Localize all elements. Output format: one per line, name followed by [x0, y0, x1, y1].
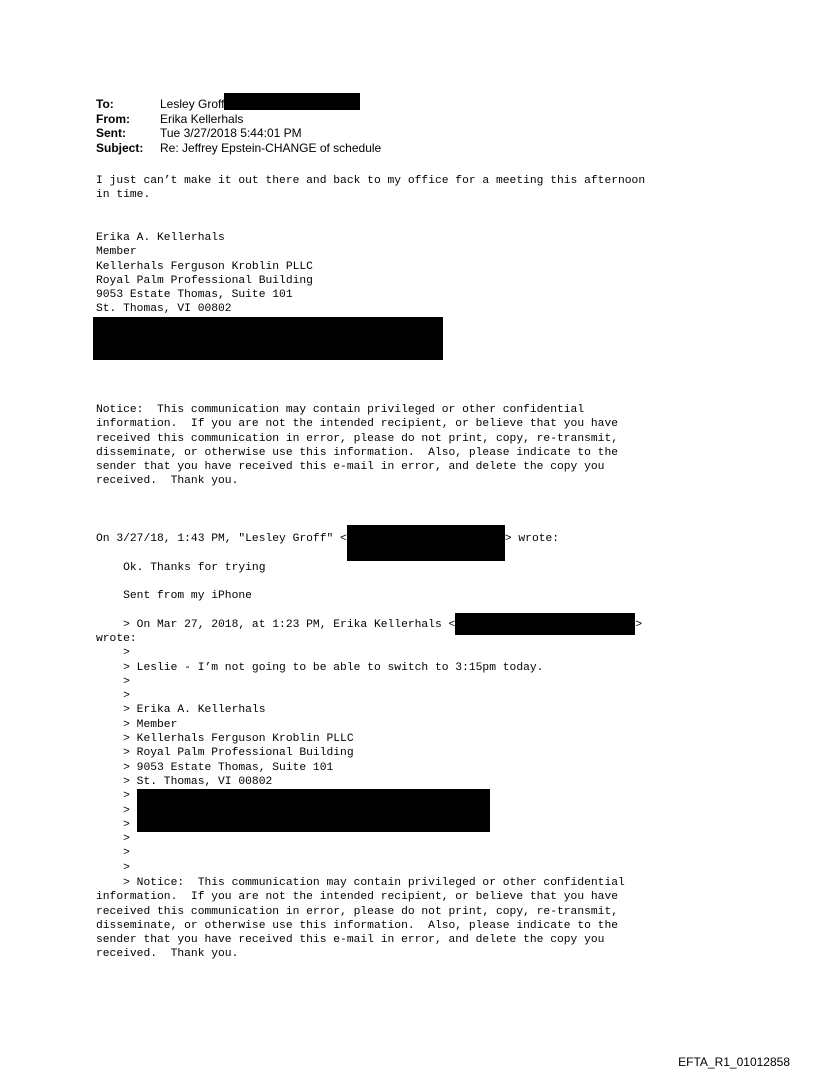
quoted-attribution-prefix: On 3/27/18, 1:43 PM, "Lesley Groff" <	[96, 533, 347, 545]
subject-value: Re: Jeffrey Epstein-CHANGE of schedule	[160, 140, 382, 155]
sent-row	[96, 126, 381, 141]
sent-label: Sent:	[96, 126, 126, 140]
to-value: Lesley Groff	[160, 97, 225, 111]
quoted-attribution-line	[96, 532, 559, 561]
signature-block: Erika A. Kellerhals Member Kellerhals Ferguson Kroblin PLLC Royal Palm Professional Building 9053 Estate Thomas, Suite 101 St. Thomas, VI 00802	[96, 232, 313, 316]
message-body: I just can’t make it out there and back to my office for a meeting this afternoon in time.	[96, 175, 646, 202]
redaction-to-email	[224, 93, 360, 110]
to-row	[96, 97, 381, 112]
from-row	[96, 112, 381, 127]
to-label: To:	[96, 97, 114, 111]
redaction-contact-info	[93, 317, 443, 360]
reply-text-1: Ok. Thanks for trying	[96, 562, 266, 574]
sent-value: Tue 3/27/2018 5:44:01 PM	[160, 126, 302, 140]
quoted-attribution-suffix: > wrote:	[504, 533, 560, 545]
inner-attribution-prefix: > On Mar 27, 2018, at 1:23 PM, Erika Kellerhals <	[96, 619, 456, 631]
subject-label: Subject:	[96, 140, 144, 155]
inner-attribution-suffix: >	[635, 619, 643, 631]
quoted-confidentiality-notice: > Notice: This communication may contain privileged or other confidential information. If you are not the intended recipient, or believe that you have received this communication in error, please do not print, copy, re-transmit, disseminate, or otherwise use this information. Also, please indicate to the sender that you have received this e-mail in error, and delete the copy you received. Thank you.	[96, 877, 625, 961]
document-id: EFTA_R1_01012858	[678, 1055, 790, 1069]
from-value: Erika Kellerhals	[160, 111, 244, 126]
email-header	[96, 97, 381, 155]
redaction-sender-email	[347, 525, 505, 561]
reply-text-2: Sent from my iPhone	[96, 590, 252, 602]
confidentiality-notice: Notice: This communication may contain privileged or other confidential information. If you are not the intended recipient, or believe that you have received this communication in error, please do not print, copy, re-transmit, disseminate, or otherwise use this information. Also, please indicate to the sender that you have received this e-mail in error, and delete the copy you received. Thank you.	[96, 404, 619, 488]
quoted-message-block: wrote: > > Leslie - I’m not going to be able to switch to 3:15pm today. > > > Erika A. Kellerhals > Member > Kellerhals Ferguson Kroblin PLLC > Royal Palm Professional Building > 9053 Estate Thomas, Suite 101 > St. Thomas, VI 00802 > > > > > >	[96, 633, 544, 874]
redaction-quoted-contact-info	[137, 789, 490, 832]
subject-row	[96, 141, 381, 156]
from-label: From:	[96, 111, 130, 126]
